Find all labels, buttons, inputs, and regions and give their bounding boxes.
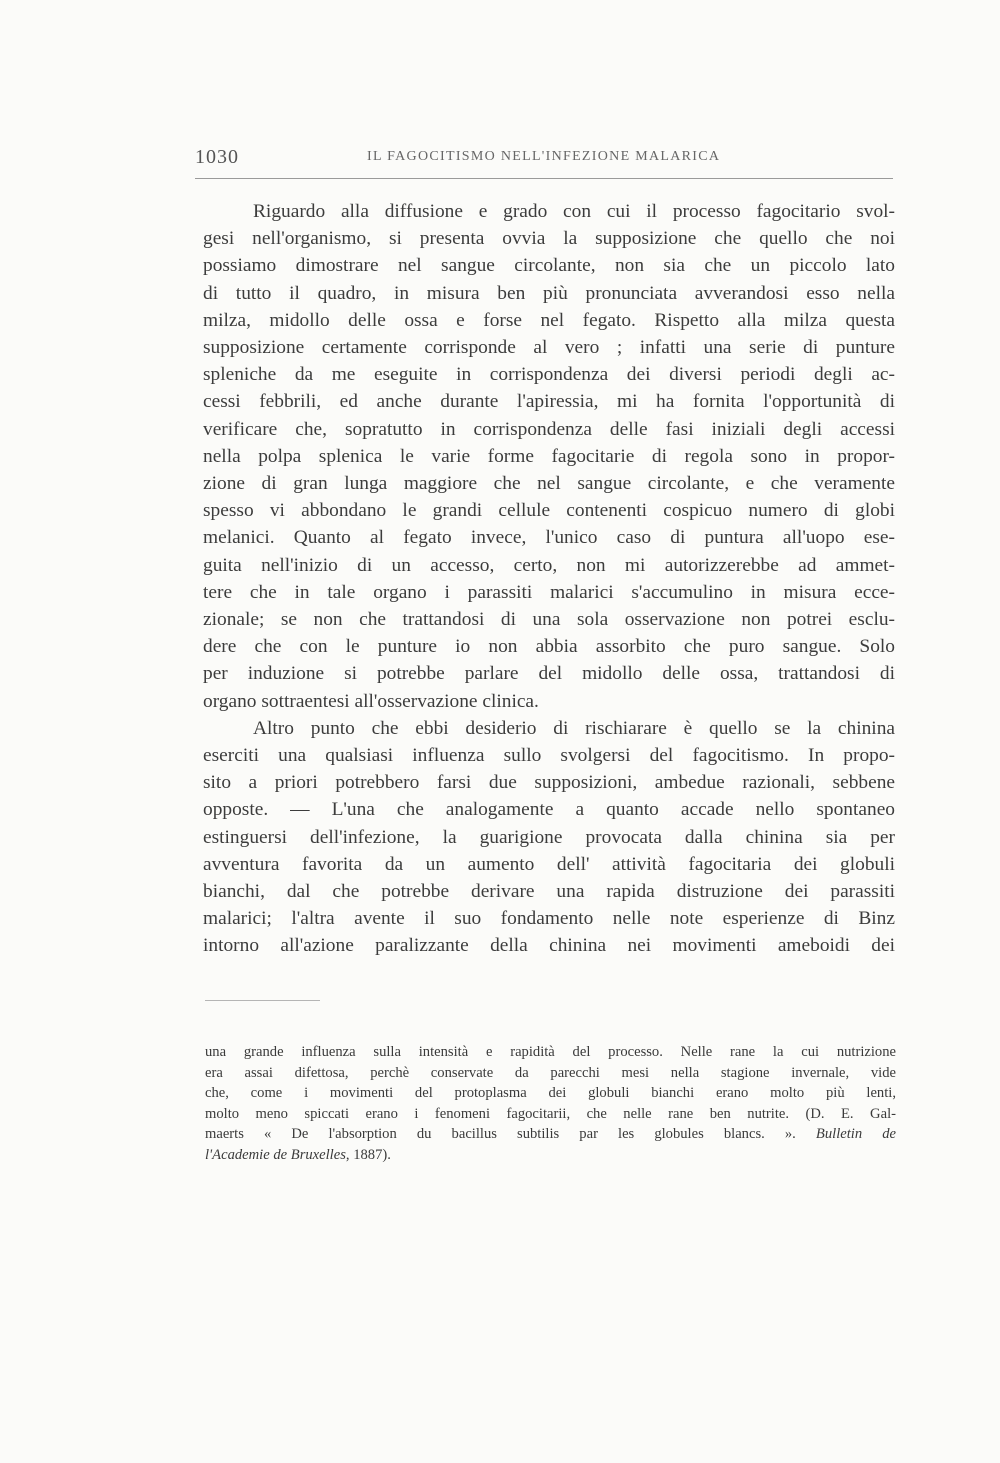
body-line: intorno all'azione paralizzante della chinina nei movimenti ameboidi dei: [203, 935, 895, 957]
body-text: [203, 198, 895, 960]
running-title: IL FAGOCITISMO NELL'INFEZIONE MALARICA: [367, 149, 721, 164]
body-line: cessi febbrili, ed anche durante l'apiressia, mi ha fornita l'opportunità di: [203, 391, 895, 413]
footnote-line: una grande influenza sulla intensità e rapidità del processo. Nelle rane la cui nutrizione: [205, 1044, 896, 1060]
body-line: supposizione certamente corrisponde al vero ; infatti una serie di punture: [203, 337, 895, 359]
body-line: Riguardo alla diffusione e grado con cui il processo fagocitario svol-: [253, 201, 895, 222]
body-line: malarici; l'altra avente il suo fondamento nelle note esperienze di Binz: [203, 908, 895, 930]
header-rule: [195, 178, 893, 179]
body-line: verificare che, sopratutto in corrispondenza delle fasi iniziali degli accessi: [203, 418, 895, 440]
body-line: bianchi, dal che potrebbe derivare una rapida distruzione dei parassiti: [203, 881, 895, 903]
body-line: dere che con le punture io non abbia assorbito che puro sangue. Solo: [203, 636, 895, 658]
footnote-line: molto meno spiccati erano i fenomeni fagocitarii, che nelle rane ben nutrite. (D. E. Gal-: [205, 1105, 896, 1122]
body-line: estinguersi dell'infezione, la guarigione provocata dalla chinina sia per: [203, 826, 895, 848]
page-header: [195, 146, 895, 176]
footnote-line: era assai difettosa, perchè conservate da parecchi mesi nella stagione invernale, vide: [205, 1064, 896, 1081]
page-number: 1030: [195, 146, 239, 168]
body-line: zionale; se non che trattandosi di una sola osservazione non potrei esclu-: [203, 609, 895, 631]
footnote: [205, 1042, 896, 1165]
body-line: di tutto il quadro, in misura ben più pronunciata avverandosi esso nella: [203, 282, 895, 304]
body-line: spleniche da me eseguite in corrispondenza dei diversi periodi degli ac-: [203, 364, 895, 386]
body-line: organo sottraentesi all'osservazione clinica.: [203, 690, 539, 712]
footnote-journal-title-cont: l'Academie de Bruxelles: [205, 1146, 346, 1163]
footnote-line: [205, 1124, 896, 1145]
body-line: eserciti una qualsiasi influenza sullo svolgersi del fagocitismo. In propo-: [203, 745, 895, 767]
body-line: sito a priori potrebbero farsi due supposizioni, ambedue razionali, sebbene: [203, 772, 895, 794]
body-line: gesi nell'organismo, si presenta ovvia la supposizione che quello che noi: [203, 228, 895, 250]
footnote-rule: [205, 1000, 320, 1001]
body-line: opposte. — L'una che analogamente a quanto accade nello spontaneo: [203, 799, 895, 821]
body-line: Altro punto che ebbi desiderio di rischiarare è quello se la chinina: [253, 717, 895, 739]
body-line: milza, midollo delle ossa e forse nel fegato. Rispetto alla milza questa: [203, 309, 895, 331]
body-line: avventura favorita da un aumento dell' attività fagocitaria dei globuli: [203, 853, 895, 875]
footnote-line: che, come i movimenti del protoplasma dei globuli bianchi erano molto più lenti,: [205, 1085, 896, 1101]
footnote-line: [205, 1145, 896, 1166]
footnote-citation-year: , 1887).: [345, 1146, 391, 1163]
body-line: nella polpa splenica le varie forme fagocitarie di regola sono in propor-: [203, 445, 895, 467]
body-line: spesso vi abbondano le grandi cellule contenenti cospicuo numero di globi: [203, 500, 895, 522]
footnote-journal-title: Bulletin de: [815, 1126, 896, 1142]
body-line: per induzione si potrebbe parlare del midollo delle ossa, trattandosi di: [203, 663, 895, 685]
footnote-citation-text: maerts « De l'absorption du bacillus subtilis par les globules blancs. ».: [205, 1126, 816, 1142]
body-line: guita nell'inizio di un accesso, certo, non mi autorizzerebbe ad ammet-: [203, 554, 895, 576]
body-line: possiamo dimostrare nel sangue circolante, non sia che un piccolo lato: [203, 255, 895, 277]
body-line: zione di gran lunga maggiore che nel sangue circolante, e che veramente: [203, 473, 895, 495]
body-line: melanici. Quanto al fegato invece, l'unico caso di puntura all'uopo ese-: [203, 527, 895, 549]
body-line: tere che in tale organo i parassiti malarici s'accumulino in misura ecce-: [203, 581, 895, 603]
